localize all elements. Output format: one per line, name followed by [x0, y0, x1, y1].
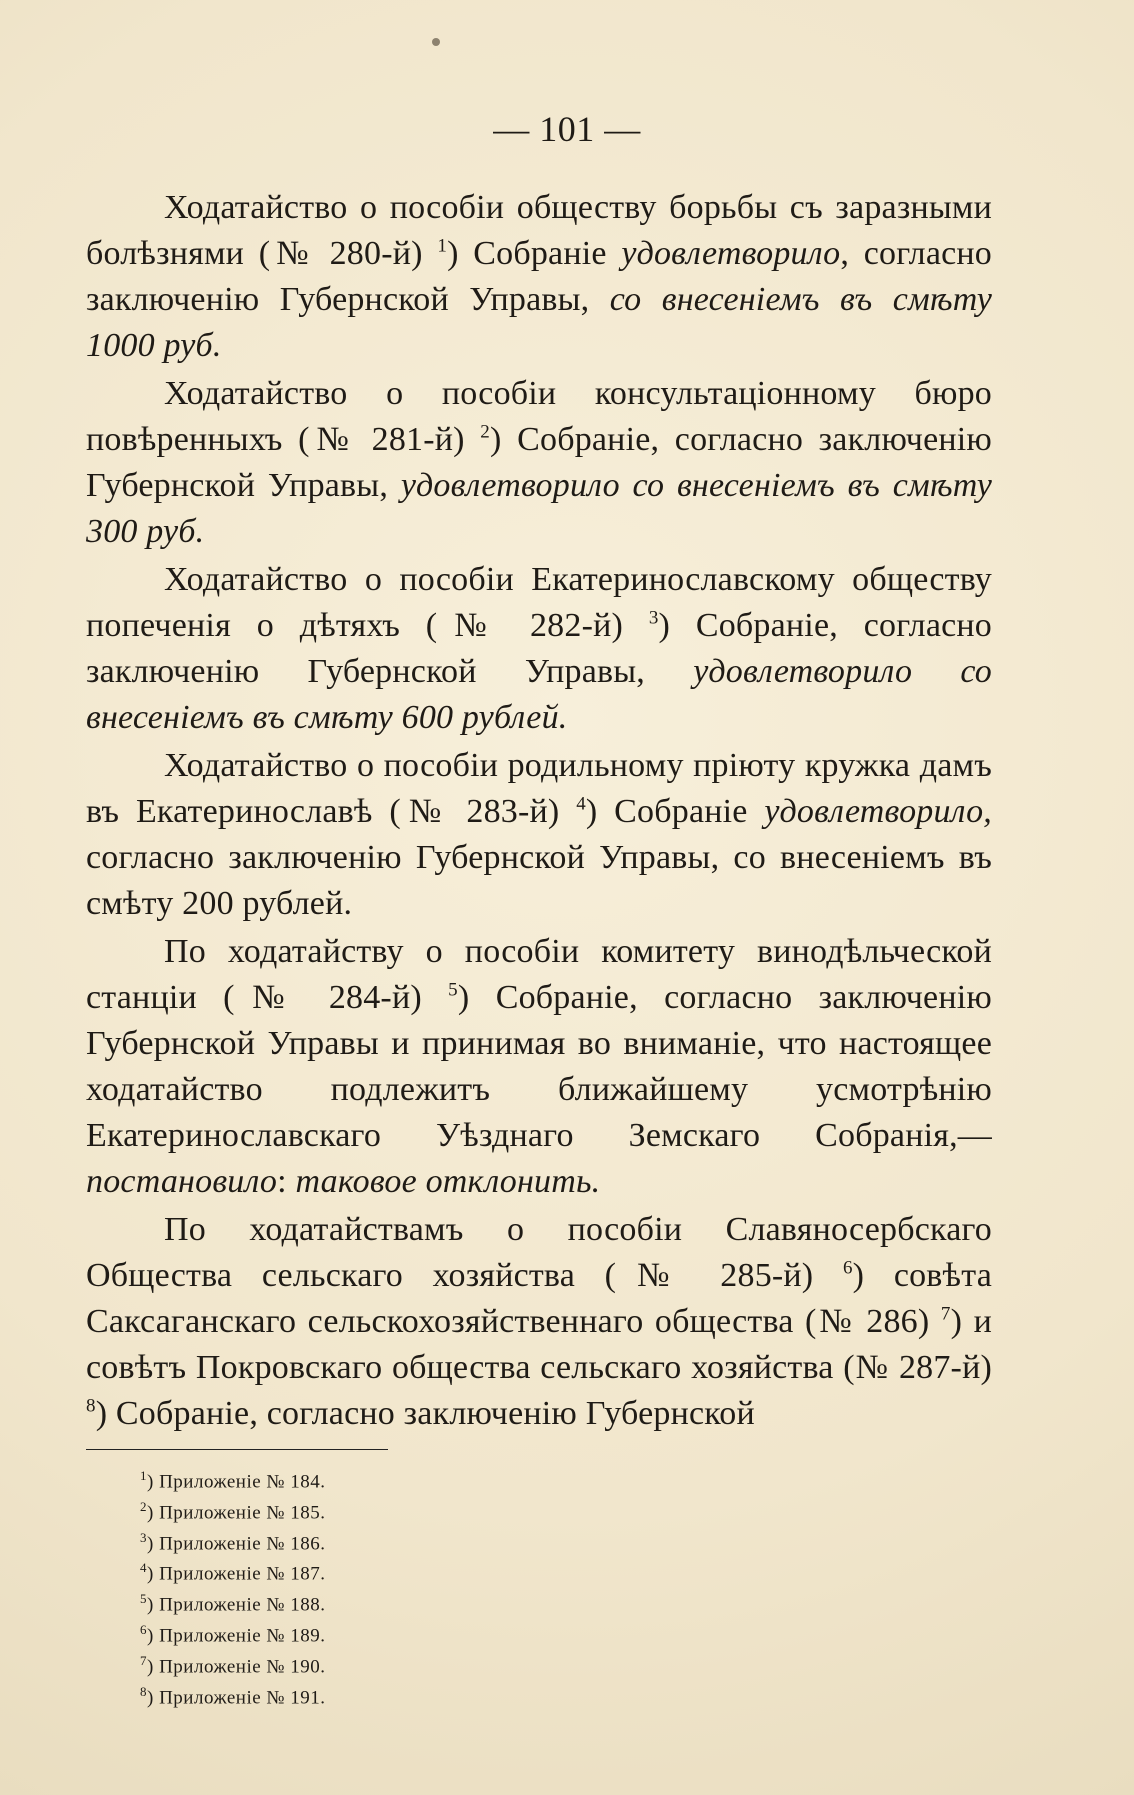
footnote-ref: 7 [940, 1303, 951, 1325]
footnote-ref: 4 [576, 793, 586, 815]
paragraph [86, 557, 992, 741]
footnote-ref: 1 [437, 235, 448, 257]
text-run: ) Собраніе, согласно заключенію Губернской Управы, [86, 421, 992, 504]
text-run: ) Собраніе [585, 793, 765, 830]
text-run: ) Собраніе, согласно заключенію Губернской Управы и принимая во вниманіе, что настоящее ходатайство подлежитъ ближайшему усмотрѣнію Екатеринославскаго Уѣзднаго Земскаго Собранія,— [86, 979, 992, 1154]
text-run: Ходатайство о пособіи Екатеринославскому обществу попеченія о дѣтяхъ (№ 282-й) [86, 561, 992, 644]
italic-run: постановило [86, 1163, 278, 1200]
footnote-number: 5 [140, 1591, 147, 1607]
italic-run: удовлетворило со внесеніемъ въ смѣту 300 руб. [86, 467, 992, 550]
footnote-item [140, 1649, 326, 1680]
footnote-number: 3 [140, 1529, 147, 1545]
footnote-number: 6 [140, 1622, 147, 1638]
footnote-ref: 8 [86, 1395, 96, 1417]
text-run: , согласно заключенію Губернской Управы, [86, 235, 993, 318]
ink-speck [432, 38, 440, 46]
footnote-item [140, 1556, 326, 1587]
footnote-text: ) Приложеніе № 185. [147, 1502, 326, 1524]
text-run: согласно заключенію Губернской Управы, со внесеніемъ въ смѣту 200 рублей. [86, 839, 992, 922]
footnote-item [140, 1618, 326, 1649]
footnote-number: 8 [140, 1683, 147, 1699]
italic-run: удовлетворило со внесеніемъ въ смѣту 600 рублей. [86, 653, 992, 736]
footnote-text: ) Приложеніе № 188. [147, 1594, 326, 1616]
footnote-text: ) Приложеніе № 186. [147, 1532, 326, 1554]
paragraph [86, 185, 992, 369]
text-run: ) Собраніе, согласно заключенію Губернской [95, 1395, 755, 1432]
text-run: По ходатайству о пособіи комитету винодѣльческой станціи (№ 284-й) [86, 933, 992, 1016]
text-run: ) Собраніе, согласно заключенію Губернской Управы, [86, 607, 992, 690]
footnote-text: ) Приложеніе № 191. [147, 1687, 326, 1709]
page-number: — 101 — [493, 109, 641, 149]
text-run: Ходатайство о пособіи родильному пріюту кружка дамъ въ Екатеринославѣ (№ 283-й) [86, 747, 992, 830]
text-run: ) Собраніе [447, 235, 622, 272]
footnote-text: ) Приложеніе № 187. [147, 1563, 326, 1585]
footnotes [140, 1464, 326, 1711]
footnote-item [140, 1464, 326, 1495]
footnote-text: ) Приложеніе № 189. [147, 1625, 326, 1647]
paragraph [86, 743, 992, 927]
footnote-ref: 5 [448, 979, 458, 1001]
body-text [86, 185, 992, 1439]
text-run: : [277, 1163, 296, 1200]
footnote-number: 7 [140, 1652, 147, 1668]
paragraph [86, 929, 992, 1205]
footnote-number: 4 [140, 1560, 147, 1576]
text-run: Ходатайство о пособіи консультаціонному бюро повѣренныхъ (№ 281-й) [86, 375, 992, 458]
footnote-text: ) Приложеніе № 190. [147, 1656, 326, 1678]
paragraph [86, 371, 992, 555]
footnote-text: ) Приложеніе № 184. [147, 1471, 326, 1493]
footnote-ref: 3 [648, 607, 659, 629]
footnote-number: 1 [140, 1468, 147, 1483]
italic-run: со внесеніемъ въ смѣту 1000 руб. [86, 281, 992, 364]
footnote-item [140, 1495, 326, 1526]
italic-run: таковое отклонить. [295, 1163, 601, 1200]
footnote-item [140, 1680, 326, 1711]
footnote-ref: 6 [842, 1257, 853, 1279]
text-run: По ходатайствамъ о пособіи Славяносербскаго Общества сельскаго хозяйства (№ 285-й) [86, 1211, 992, 1294]
footnote-rule [86, 1449, 388, 1450]
italic-run: удовлетворило [621, 235, 841, 272]
paragraph [86, 1207, 992, 1437]
footnote-item [140, 1526, 326, 1557]
text-run: Ходатайство о пособіи обществу борьбы съ заразными болѣзнями (№ 280-й) [86, 189, 992, 272]
footnote-number: 2 [140, 1498, 147, 1514]
text-run: ) и совѣтъ Покровскаго общества сельскаго хозяйства (№ 287-й) [86, 1303, 992, 1386]
footnote-ref: 2 [480, 421, 490, 443]
italic-run: удовлетворило, [764, 793, 993, 830]
text-run: ) совѣта Саксаганскаго сельскохозяйственнаго общества (№ 286) [86, 1257, 992, 1340]
footnote-item [140, 1587, 326, 1618]
